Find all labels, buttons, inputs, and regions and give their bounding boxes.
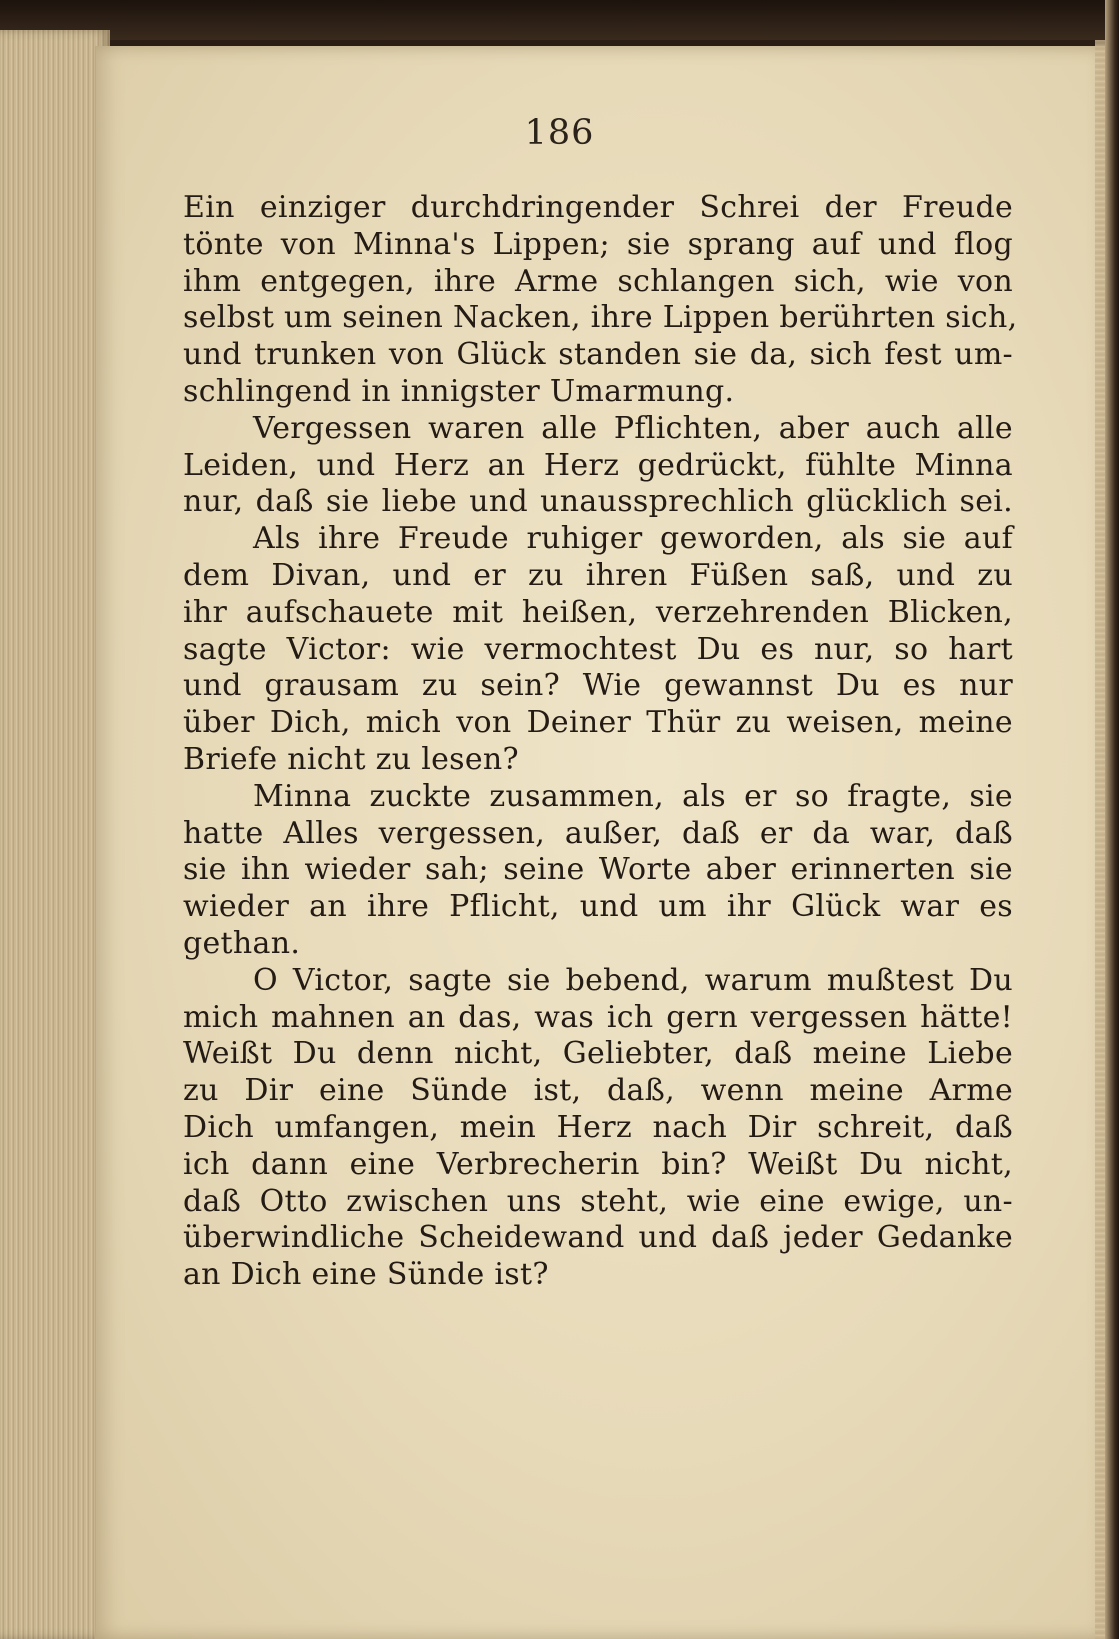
text-line: Ein einziger durchdringender Schrei der Freude bbox=[183, 190, 1013, 225]
text-line: und trunken von Glück standen sie da, sich fest um- bbox=[183, 337, 1013, 373]
page-right-edge bbox=[1095, 40, 1105, 1639]
page-stack-edge bbox=[0, 30, 110, 1639]
text-line: und grausam zu sein? Wie gewannst Du es nur bbox=[183, 668, 1013, 704]
text-line: Minna zuckte zusammen, als er so fragte, sie bbox=[253, 778, 1013, 814]
page-number-text: 186 bbox=[524, 113, 595, 153]
text-line: wieder an ihre Pflicht, und um ihr Glück war es bbox=[183, 889, 1013, 925]
text-line: O Victor, sagte sie bebend, warum mußtest Du bbox=[253, 962, 1013, 998]
text-line: Leiden, und Herz an Herz gedrückt, fühlte Minna bbox=[183, 447, 1013, 483]
text-line: Vergessen waren alle Pflichten, aber auch alle bbox=[253, 410, 1013, 446]
text-line: sie ihn wieder sah; seine Worte aber erinnerten sie bbox=[183, 852, 1013, 888]
text-line: selbst um seinen Nacken, ihre Lippen berührten sich, bbox=[183, 300, 1018, 336]
book-cover-right bbox=[1105, 0, 1119, 1639]
body-text bbox=[183, 190, 1018, 1294]
text-line: daß Otto zwischen uns steht, wie eine ewige, un- bbox=[183, 1183, 1013, 1219]
book-cover-top bbox=[0, 0, 1119, 40]
text-line: Briefe nicht zu lesen? bbox=[183, 741, 519, 777]
text-line: zu Dir eine Sünde ist, daß, wenn meine Arme bbox=[183, 1073, 1013, 1109]
text-line: tönte von Minna's Lippen; sie sprang auf und flog bbox=[183, 226, 1013, 262]
text-line: mich mahnen an das, was ich gern vergessen hätte! bbox=[183, 999, 1013, 1035]
text-line: über Dich, mich von Deiner Thür zu weisen, meine bbox=[183, 705, 1013, 741]
text-line: ich dann eine Verbrecherin bin? Weißt Du nicht, bbox=[183, 1146, 1013, 1182]
text-line: gethan. bbox=[183, 925, 301, 961]
text-line: hatte Alles vergessen, außer, daß er da war, daß bbox=[183, 815, 1013, 851]
text-line: Weißt Du denn nicht, Geliebter, daß meine Liebe bbox=[183, 1036, 1013, 1072]
text-line: nur, daß sie liebe und unaussprechlich glücklich sei. bbox=[183, 484, 1013, 520]
text-line: ihr aufschauete mit heißen, verzehrenden Blicken, bbox=[183, 594, 1013, 630]
page-number bbox=[58, 113, 1119, 153]
text-line: Dich umfangen, mein Herz nach Dir schreit, daß bbox=[183, 1109, 1013, 1145]
text-line: ihm entgegen, ihre Arme schlangen sich, wie von bbox=[183, 263, 1013, 299]
text-line: Als ihre Freude ruhiger geworden, als sie auf bbox=[253, 521, 1013, 557]
text-line: an Dich eine Sünde ist? bbox=[183, 1257, 549, 1293]
text-line: sagte Victor: wie vermochtest Du es nur, so hart bbox=[183, 631, 1013, 667]
text-line: schlingend in innigster Umarmung. bbox=[183, 373, 735, 409]
text-line: überwindliche Scheidewand und daß jeder Gedanke bbox=[183, 1220, 1013, 1256]
text-line: dem Divan, und er zu ihren Füßen saß, und zu bbox=[183, 557, 1013, 593]
